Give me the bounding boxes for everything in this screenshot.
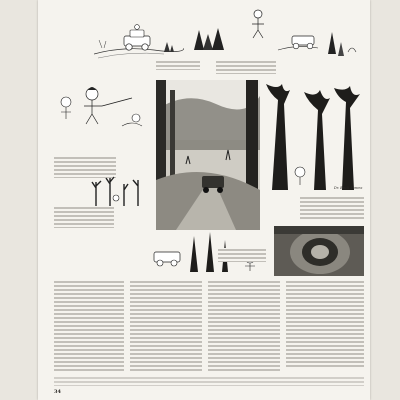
- page-number: 34: [54, 389, 61, 395]
- cartoon-hunters-in-woods: [238, 4, 358, 66]
- caption-bottom-mid: [218, 248, 266, 262]
- footer-fine-print: [54, 376, 364, 386]
- cartoon-fir-trees: [188, 26, 228, 52]
- body-column-1: [54, 280, 124, 372]
- caption-right: [300, 196, 364, 220]
- cartoon-bare-trees: [88, 168, 154, 208]
- cartoon-dark-trees: [264, 80, 364, 192]
- cartoon-hunter-with-rifle: [52, 80, 152, 132]
- cartoon-signature: Dr. Erich Lorenz: [334, 186, 363, 190]
- caption-lines: [156, 60, 200, 70]
- magazine-page: [38, 0, 370, 400]
- body-column-4: [286, 280, 364, 368]
- photo-car-in-forest: [156, 80, 260, 230]
- body-column-3: [208, 280, 280, 372]
- photo-headlight-closeup: [274, 226, 364, 276]
- body-column-2: [130, 280, 202, 372]
- cartoon-car-forest-road: [94, 18, 184, 60]
- caption-trees: [54, 206, 114, 228]
- caption-top-right: [216, 60, 276, 74]
